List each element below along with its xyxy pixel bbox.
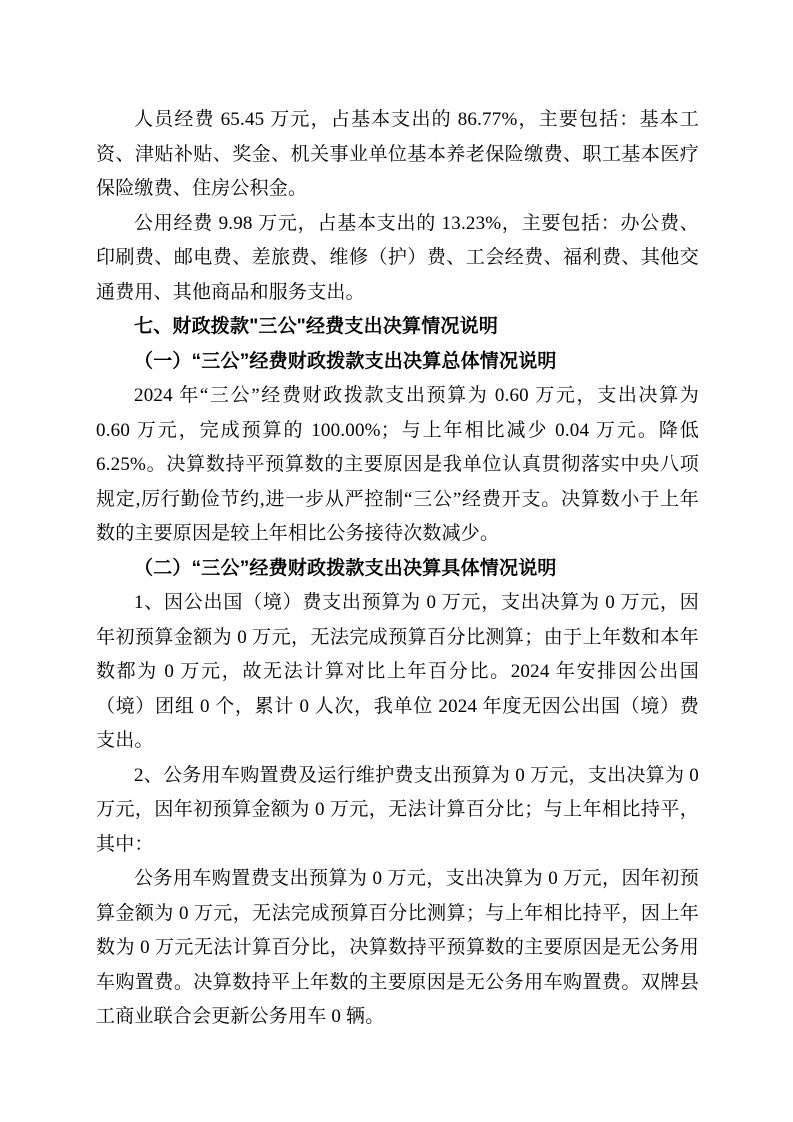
heading-section-7-1: （一）“三公”经费财政拨款支出决算总体情况说明: [134, 350, 557, 372]
document-content: [96, 103, 699, 1035]
paragraph-vehicle-purchase: 公务用车购置费支出预算为 0 万元，支出决算为 0 万元，因年初预算金额为 0 万元，无法完成预算百分比测算；与上年相比持平，因上年数为 0 万元无法计算百分比，决算数持平预算数的主要原因是无公务用车购置费。决算数持平上年数的主要原因是无公务用车购置费。双牌县工商业联合会更新公务用车 0 辆。: [96, 868, 699, 1027]
paragraph-personnel-funds: 人员经费 65.45 万元，占基本支出的 86.77%，主要包括：基本工资、津贴补贴、奖金、机关事业单位基本养老保险缴费、职工基本医疗保险缴费、住房公积金。: [96, 109, 699, 199]
heading-section-7-2: （二）“三公”经费财政拨款支出决算具体情况说明: [134, 557, 557, 579]
paragraph-three-public-overview: 2024 年“三公”经费财政拨款支出预算为 0.60 万元，支出决算为 0.60 万元，完成预算的 100.00%；与上年相比减少 0.04 万元。降低 6.25%。决算数持平预算数的主要原因是我单位认真贯彻落实中央八项规定,厉行勤俭节约,进一步从严控制“三公”经费开支。决算数小于上年数的主要原因是较上年相比公务接待次数减少。: [96, 385, 699, 544]
paragraph-vehicle-expense-total: 2、公务用车购置费及运行维护费支出预算为 0 万元，支出决算为 0 万元，因年初预算金额为 0 万元，无法计算百分比；与上年相比持平，其中：: [96, 764, 699, 855]
paragraph-abroad-expense: 1、因公出国（境）费支出预算为 0 万元，支出决算为 0 万元，因年初预算金额为 0 万元，无法完成预算百分比测算；由于上年数和本年数都为 0 万元，故无法计算对比上年百分比。2024 年安排因公出国（境）团组 0 个，累计 0 人次，我单位 2024 年度无因公出国（境）费支出。: [96, 592, 699, 751]
heading-section-7: 七、财政拨款"三公"经费支出决算情况说明: [134, 316, 499, 337]
paragraph-public-funds: 公用经费 9.98 万元，占基本支出的 13.23%，主要包括：办公费、印刷费、邮电费、差旅费、维修（护）费、工会经费、福利费、其他交通费用、其他商品和服务支出。: [96, 212, 699, 303]
